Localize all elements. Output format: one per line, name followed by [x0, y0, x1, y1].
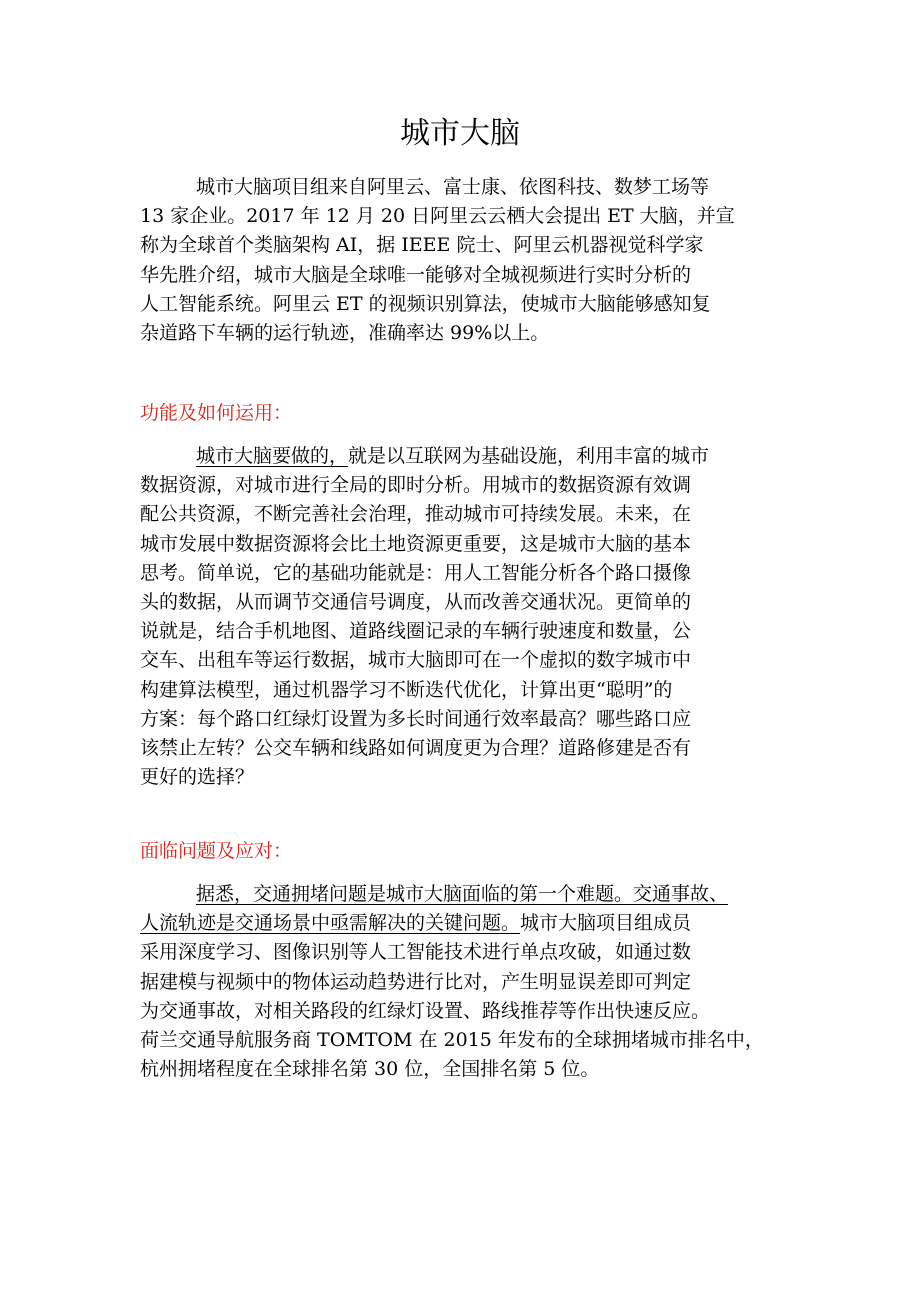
functions-first-line [140, 442, 820, 471]
functions-line: 配公共资源，不断完善社会治理，推动城市可持续发展。未来，在 [140, 503, 692, 526]
functions-line: 头的数据，从而调节交通信号调度，从而改善交通状况。更简单的 [140, 590, 692, 613]
functions-first-line-rest: 就是以互联网为基础设施，利用丰富的城市 [348, 445, 710, 467]
functions-line: 构建算法模型，通过机器学习不断迭代优化，计算出更“聪明”的 [140, 678, 673, 701]
functions-line: 数据资源，对城市进行全局的即时分析。用城市的数据资源有效调 [140, 474, 692, 497]
section-heading-functions: 功能及如何运用： [140, 402, 293, 424]
functions-line: 方案：每个路口红绿灯设置为多长时间通行效率最高？哪些路口应 [140, 707, 692, 730]
problems-line: 采用深度学习、图像识别等人工智能技术进行单点攻破，如通过数 [140, 941, 692, 964]
problems-line: 据建模与视频中的物体运动趋势进行比对，产生明显误差即可判定 [140, 970, 692, 993]
underlined-phrase: 据悉，交通拥堵问题是城市大脑面临的第一个难题。交通事故、 [196, 883, 729, 905]
problems-line: 荷兰交通导航服务商 TOMTOM 在 2015 年发布的全球拥堵城市排名中， [140, 1028, 764, 1051]
functions-line: 说就是，结合手机地图、道路线圈记录的车辆行驶速度和数量，公 [140, 620, 692, 643]
functions-line: 交车、出租车等运行数据，城市大脑即可在一个虚拟的数字城市中 [140, 649, 692, 672]
intro-line: 13 家企业。2017 年 12 月 20 日阿里云云栖大会提出 ET 大脑，并宣 [140, 205, 735, 228]
functions-line: 该禁止左转？公交车辆和线路如何调度更为合理？道路修建是否有 [140, 736, 692, 759]
intro-line: 称为全球首个类脑架构 AI，据 IEEE 院士、阿里云机器视觉科学家 [140, 234, 704, 257]
intro-line: 华先胜介绍，城市大脑是全球唯一能够对全城视频进行实时分析的 [140, 263, 692, 286]
underlined-phrase: 城市大脑要做的， [196, 445, 349, 467]
problems-paragraph [140, 880, 820, 1084]
functions-line: 更好的选择？ [140, 766, 255, 789]
functions-line: 思考。简单说，它的基础功能就是：用人工智能分析各个路口摄像 [140, 561, 692, 584]
problems-first-line [140, 880, 820, 909]
intro-line: 杂道路下车辆的运行轨迹，准确率达 99%以上。 [140, 321, 550, 344]
document-title: 城市大脑 [400, 116, 520, 151]
functions-line: 城市发展中数据资源将会比土地资源更重要，这是城市大脑的基本 [140, 532, 692, 555]
problems-line: 为交通事故，对相关路段的红绿灯设置、路线推荐等作出快速反应。 [140, 999, 711, 1022]
intro-paragraph [140, 173, 820, 348]
problems-line: 杭州拥堵程度在全球排名第 30 位，全国排名第 5 位。 [140, 1058, 600, 1081]
problems-second-line [140, 909, 820, 938]
intro-line: 城市大脑项目组来自阿里云、富士康、依图科技、数梦工场等 [196, 176, 710, 198]
intro-line: 人工智能系统。阿里云 ET 的视频识别算法，使城市大脑能够感知复 [140, 292, 711, 315]
underlined-phrase: 人流轨迹是交通场景中亟需解决的关键问题。 [140, 912, 521, 935]
problems-second-line-rest: 城市大脑项目组成员 [520, 912, 692, 935]
functions-paragraph [140, 442, 820, 792]
section-heading-problems: 面临问题及应对： [140, 840, 293, 862]
